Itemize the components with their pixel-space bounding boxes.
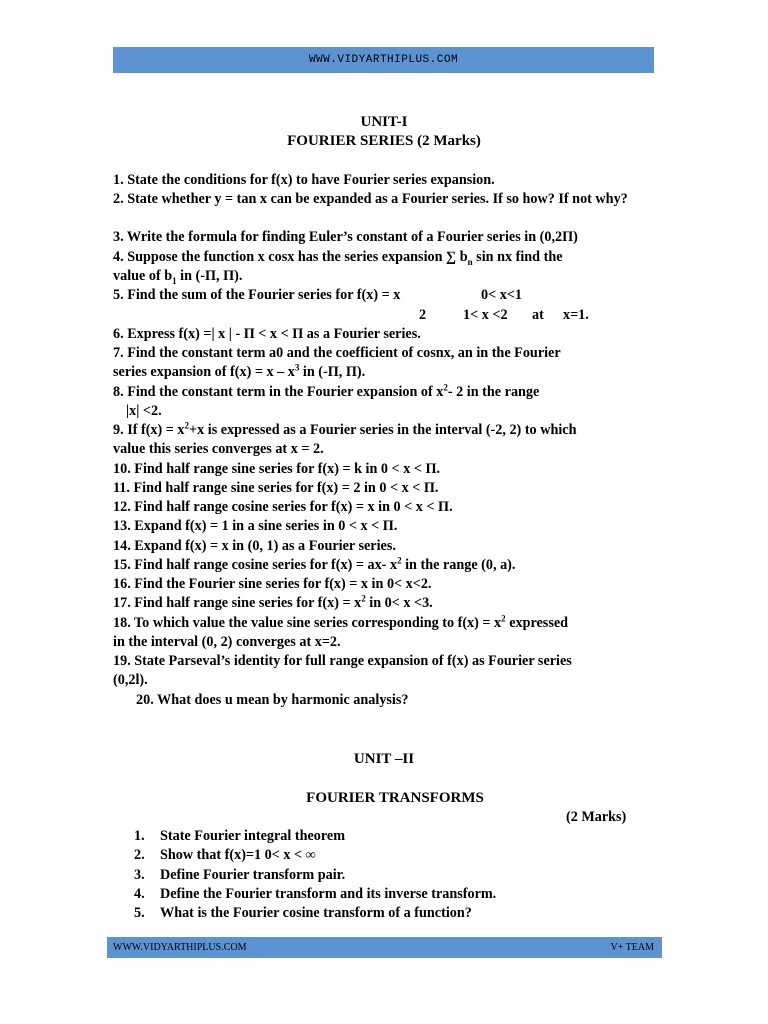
question-7-continued: series expansion of $f(x) = x - x^3$ in (-Π, Π). xyxy=(113,362,366,380)
question-1: 1. State the conditions for f(x) to have Fourier series expansion. xyxy=(113,172,495,188)
question-5-condition-1: 0< x<1 xyxy=(481,287,522,303)
header-banner xyxy=(113,47,654,73)
question-16: 16. Find the Fourier sine series for f(x) = x in 0< x<2. xyxy=(113,576,432,592)
question-7: 7. Find the constant term a0 and the coefficient of cosnx, an in the Fourier xyxy=(113,345,561,361)
question-9-continued: value this series converges at x = 2. xyxy=(113,441,324,457)
unit2-heading: UNIT –II xyxy=(353,751,415,767)
question-6: 6. Express f(x) =| x | - Π < x < Π as a Fourier series. xyxy=(113,326,421,342)
question-9: 9. If $f(x) = x^2+x$ is expressed as a Fourier series in the interval (-2, 2) to which xyxy=(113,420,577,438)
question-4: 4. Suppose the function x cosx has the series expansion ∑ $b_n$ sin nx find the xyxy=(113,249,563,267)
question-5: 5. Find the sum of the Fourier series for f(x) = x 0< x<1 xyxy=(113,286,658,305)
unit2-marks: (2 Marks) xyxy=(566,809,627,825)
question-3: 3. Write the formula for finding Euler’s constant of a Fourier series in (0,2Π) xyxy=(113,229,578,245)
footer-website-text: WWW.VIDYARTHIPLUS.COM xyxy=(113,942,247,953)
question-17: 17. Find half range sine series for $f(x) = x^2$ in 0< x <3. xyxy=(113,593,433,611)
unit2-item: 2. Show that f(x)=1 0< x < ∞ xyxy=(134,847,316,863)
question-12: 12. Find half range cosine series for f(x) = x in 0 < x < Π. xyxy=(113,499,453,515)
question-8-continued: |x| <2. xyxy=(126,403,162,419)
question-18: 18. To which value the value sine series corresponding to $f(x) = x^2$ expressed xyxy=(113,613,569,631)
unit2-item: 5. What is the Fourier cosine transform of a function? xyxy=(134,905,472,921)
question-19: 19. State Parseval’s identity for full range expansion of f(x) as Fourier series xyxy=(113,653,572,669)
question-19-continued: (0,2l). xyxy=(113,672,148,688)
question-14: 14. Expand f(x) = x in (0, 1) as a Fourier series. xyxy=(113,538,396,554)
question-2: 2. State whether y = tan x can be expanded as a Fourier series. If so how? If not why? xyxy=(113,191,628,207)
header-website-text: WWW.VIDYARTHIPLUS.COM xyxy=(308,54,459,66)
question-8: 8. Find the constant term in the Fourier expansion of $x^2-$ 2 in the range xyxy=(113,382,540,400)
footer-team-text: V+ TEAM xyxy=(610,942,654,953)
unit2-title: FOURIER TRANSFORMS xyxy=(306,790,484,806)
question-4-continued: value of $b_1$ in (-Π, Π). xyxy=(113,268,243,286)
unit2-item: 1. State Fourier integral theorem xyxy=(134,828,346,844)
unit1-title: FOURIER SERIES (2 Marks) xyxy=(287,133,481,149)
unit2-item: 4. Define the Fourier transform and its inverse transform. xyxy=(134,886,497,902)
question-13: 13. Expand f(x) = 1 in a sine series in 0 < x < Π. xyxy=(113,518,398,534)
question-15: 15. Find half range cosine series for f(x) = ax- $x^2$ in the range (0, a). xyxy=(113,555,516,573)
footer-banner xyxy=(107,937,662,958)
question-11: 11. Find half range sine series for f(x) = 2 in 0 < x < Π. xyxy=(113,480,439,496)
question-18-continued: in the interval (0, 2) converges at x=2. xyxy=(113,634,341,650)
question-10: 10. Find half range sine series for f(x) = k in 0 < x < Π. xyxy=(113,461,441,477)
question-20: 20. What does u mean by harmonic analysis? xyxy=(136,692,409,708)
unit1-heading: UNIT-I xyxy=(360,114,408,130)
unit2-item: 3. Define Fourier transform pair. xyxy=(134,867,346,883)
